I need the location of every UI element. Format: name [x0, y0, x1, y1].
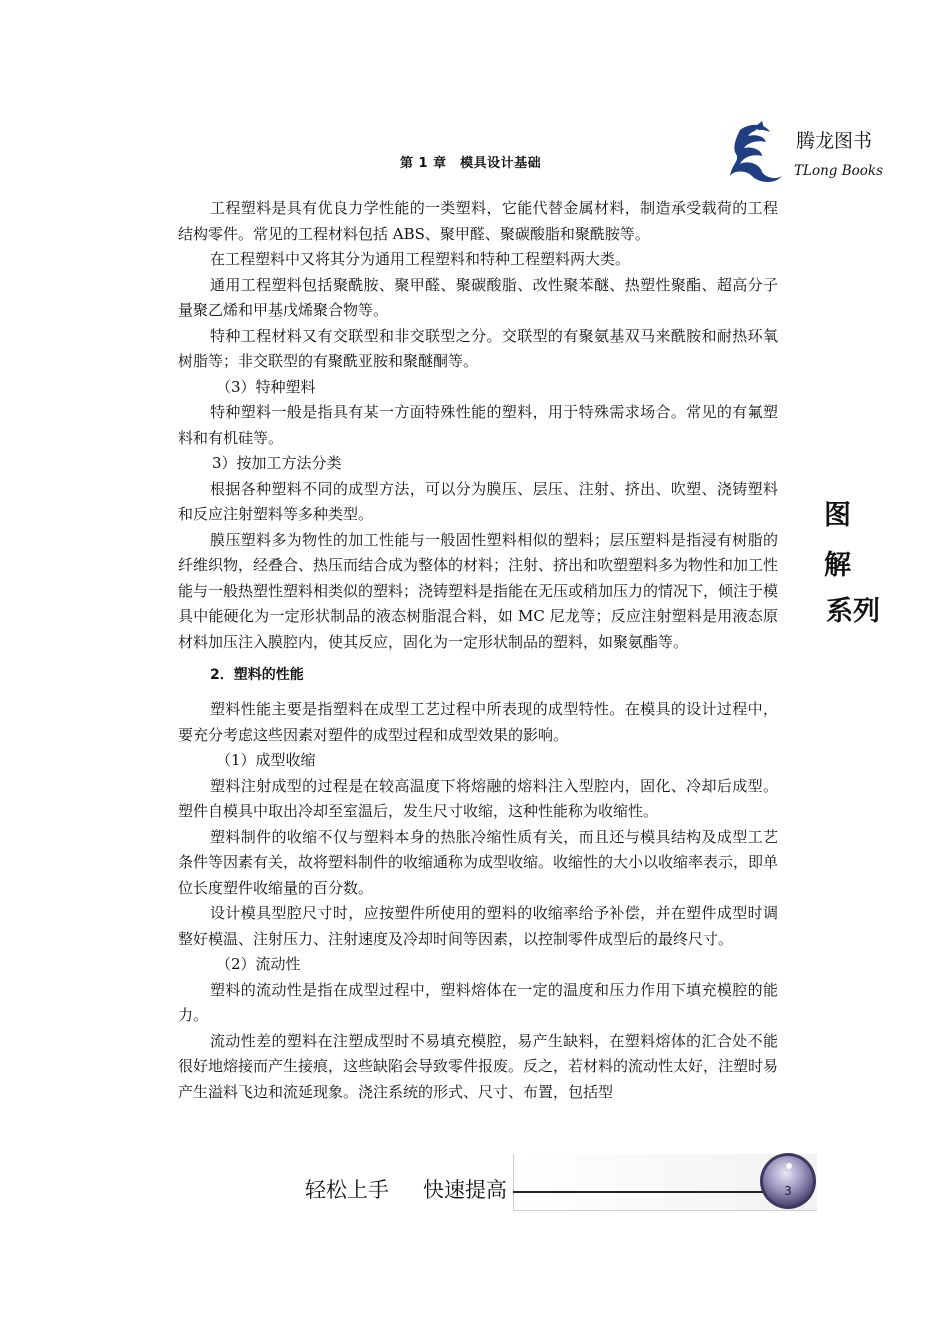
paragraph: 塑料性能主要是指塑料在成型工艺过程中所表现的成型特性。在模具的设计过程中，要充分考虑这些因素对塑件的成型过程和成型效果的影响。 [178, 700, 778, 744]
section-heading: 2．塑料的性能 [210, 667, 304, 683]
publisher-name-en: TLong Books [794, 163, 884, 179]
series-char-2: 解 [824, 550, 851, 581]
body-text [178, 196, 778, 1105]
paragraph: 设计模具型腔尺寸时，应按塑件所使用的塑料的收缩率给予补偿，并在塑件成型时调整好模温、注射压力、注射速度及冷却时间等因素，以控制零件成型后的最终尺寸。 [178, 904, 778, 948]
paragraph: 流动性差的塑料在注塑成型时不易填充模腔，易产生缺料，在塑料熔体的汇合处不能很好地熔接而产生接痕，这些缺陷会导致零件报废。反之，若材料的流动性太好，注塑时易产生溢料飞边和流延现象。浇注系统的形式、尺寸、布置，包括型 [178, 1031, 779, 1101]
footer-rule [513, 1191, 765, 1193]
subheading: （2）流动性 [216, 955, 301, 973]
subheading: 3）按加工方法分类 [212, 454, 342, 472]
page-number: 3 [784, 1184, 792, 1198]
subheading: （3）特种塑料 [216, 377, 316, 396]
paragraph: 根据各种塑料不同的成型方法，可以分为膜压、层压、注射、挤出、吹塑、浇铸塑料和反应注射塑料等多种类型。 [178, 479, 778, 523]
paragraph: 塑料制件的收缩不仅与塑料本身的热胀冷缩性质有关，而且还与模具结构及成型工艺条件等因素有关，故将塑料制件的收缩通称为成型收缩。收缩性的大小以收缩率表示，即单位长度塑件收缩量的百分数。 [178, 827, 779, 897]
paragraph: 通用工程塑料包括聚酰胺、聚甲醛、聚碳酸脂、改性聚苯醚、热塑性聚酯、超高分子量聚乙烯和甲基戊烯聚合物等。 [178, 275, 778, 319]
paragraph: 特种工程材料又有交联型和非交联型之分。交联型的有聚氨基双马来酰胺和耐热环氧树脂等；非交联型的有聚酰亚胺和聚醚酮等。 [178, 326, 778, 370]
series-char-1: 图 [824, 500, 851, 531]
paragraph: 塑料注射成型的过程是在较高温度下将熔融的熔料注入型腔内，固化、冷却后成型。塑件自模具中取出冷却至室温后，发生尺寸收缩，这种性能称为收缩性。 [178, 776, 778, 820]
page-badge-icon [758, 1151, 818, 1211]
series-char-3: 系列 [826, 596, 880, 627]
paragraph: 塑料的流动性是指在成型过程中，塑料熔体在一定的温度和压力作用下填充模腔的能力。 [178, 980, 778, 1024]
chapter-title: 第 1 章 模具设计基础 [400, 156, 542, 171]
subheading: （1）成型收缩 [216, 751, 316, 769]
paragraph: 在工程塑料中又将其分为通用工程塑料和特种工程塑料两大类。 [210, 250, 631, 268]
paragraph: 工程塑料是具有优良力学性能的一类塑料，它能代替金属材料，制造承受载荷的工程结构零件。常见的工程材料包括 ABS、聚甲醛、聚碳酸脂和聚酰胺等。 [178, 199, 778, 243]
footer-slogan [305, 1174, 507, 1204]
publisher-name-cn: 腾龙图书 [796, 130, 873, 152]
paragraph: 特种塑料一般是指具有某一方面特殊性能的塑料，用于特殊需求场合。常见的有氟塑料和有机硅等。 [178, 403, 778, 447]
paragraph: 膜压塑料多为物性的加工性能与一般固性塑料相似的塑料；层压塑料是指浸有树脂的纤维织物，经叠合、热压而结合成为整体的材料；注射、挤出和吹塑塑料多为物性和加工性能与一般热塑性塑料相类似的塑料；浇铸塑料是指能在无压或稍加压力的情况下，倾注于模具中能硬化为一定形状制品的液态树脂混合料，如 MC 尼龙等；反应注射塑料是用液态原材料加压注入膜腔内，使其反应，固化为一定形状制品的塑料，如聚氨酯等。 [178, 530, 779, 651]
dragon-logo-icon [726, 120, 786, 186]
slogan-part-1: 轻松上手 [305, 1178, 389, 1202]
slogan-part-2: 快速提高 [423, 1178, 507, 1202]
